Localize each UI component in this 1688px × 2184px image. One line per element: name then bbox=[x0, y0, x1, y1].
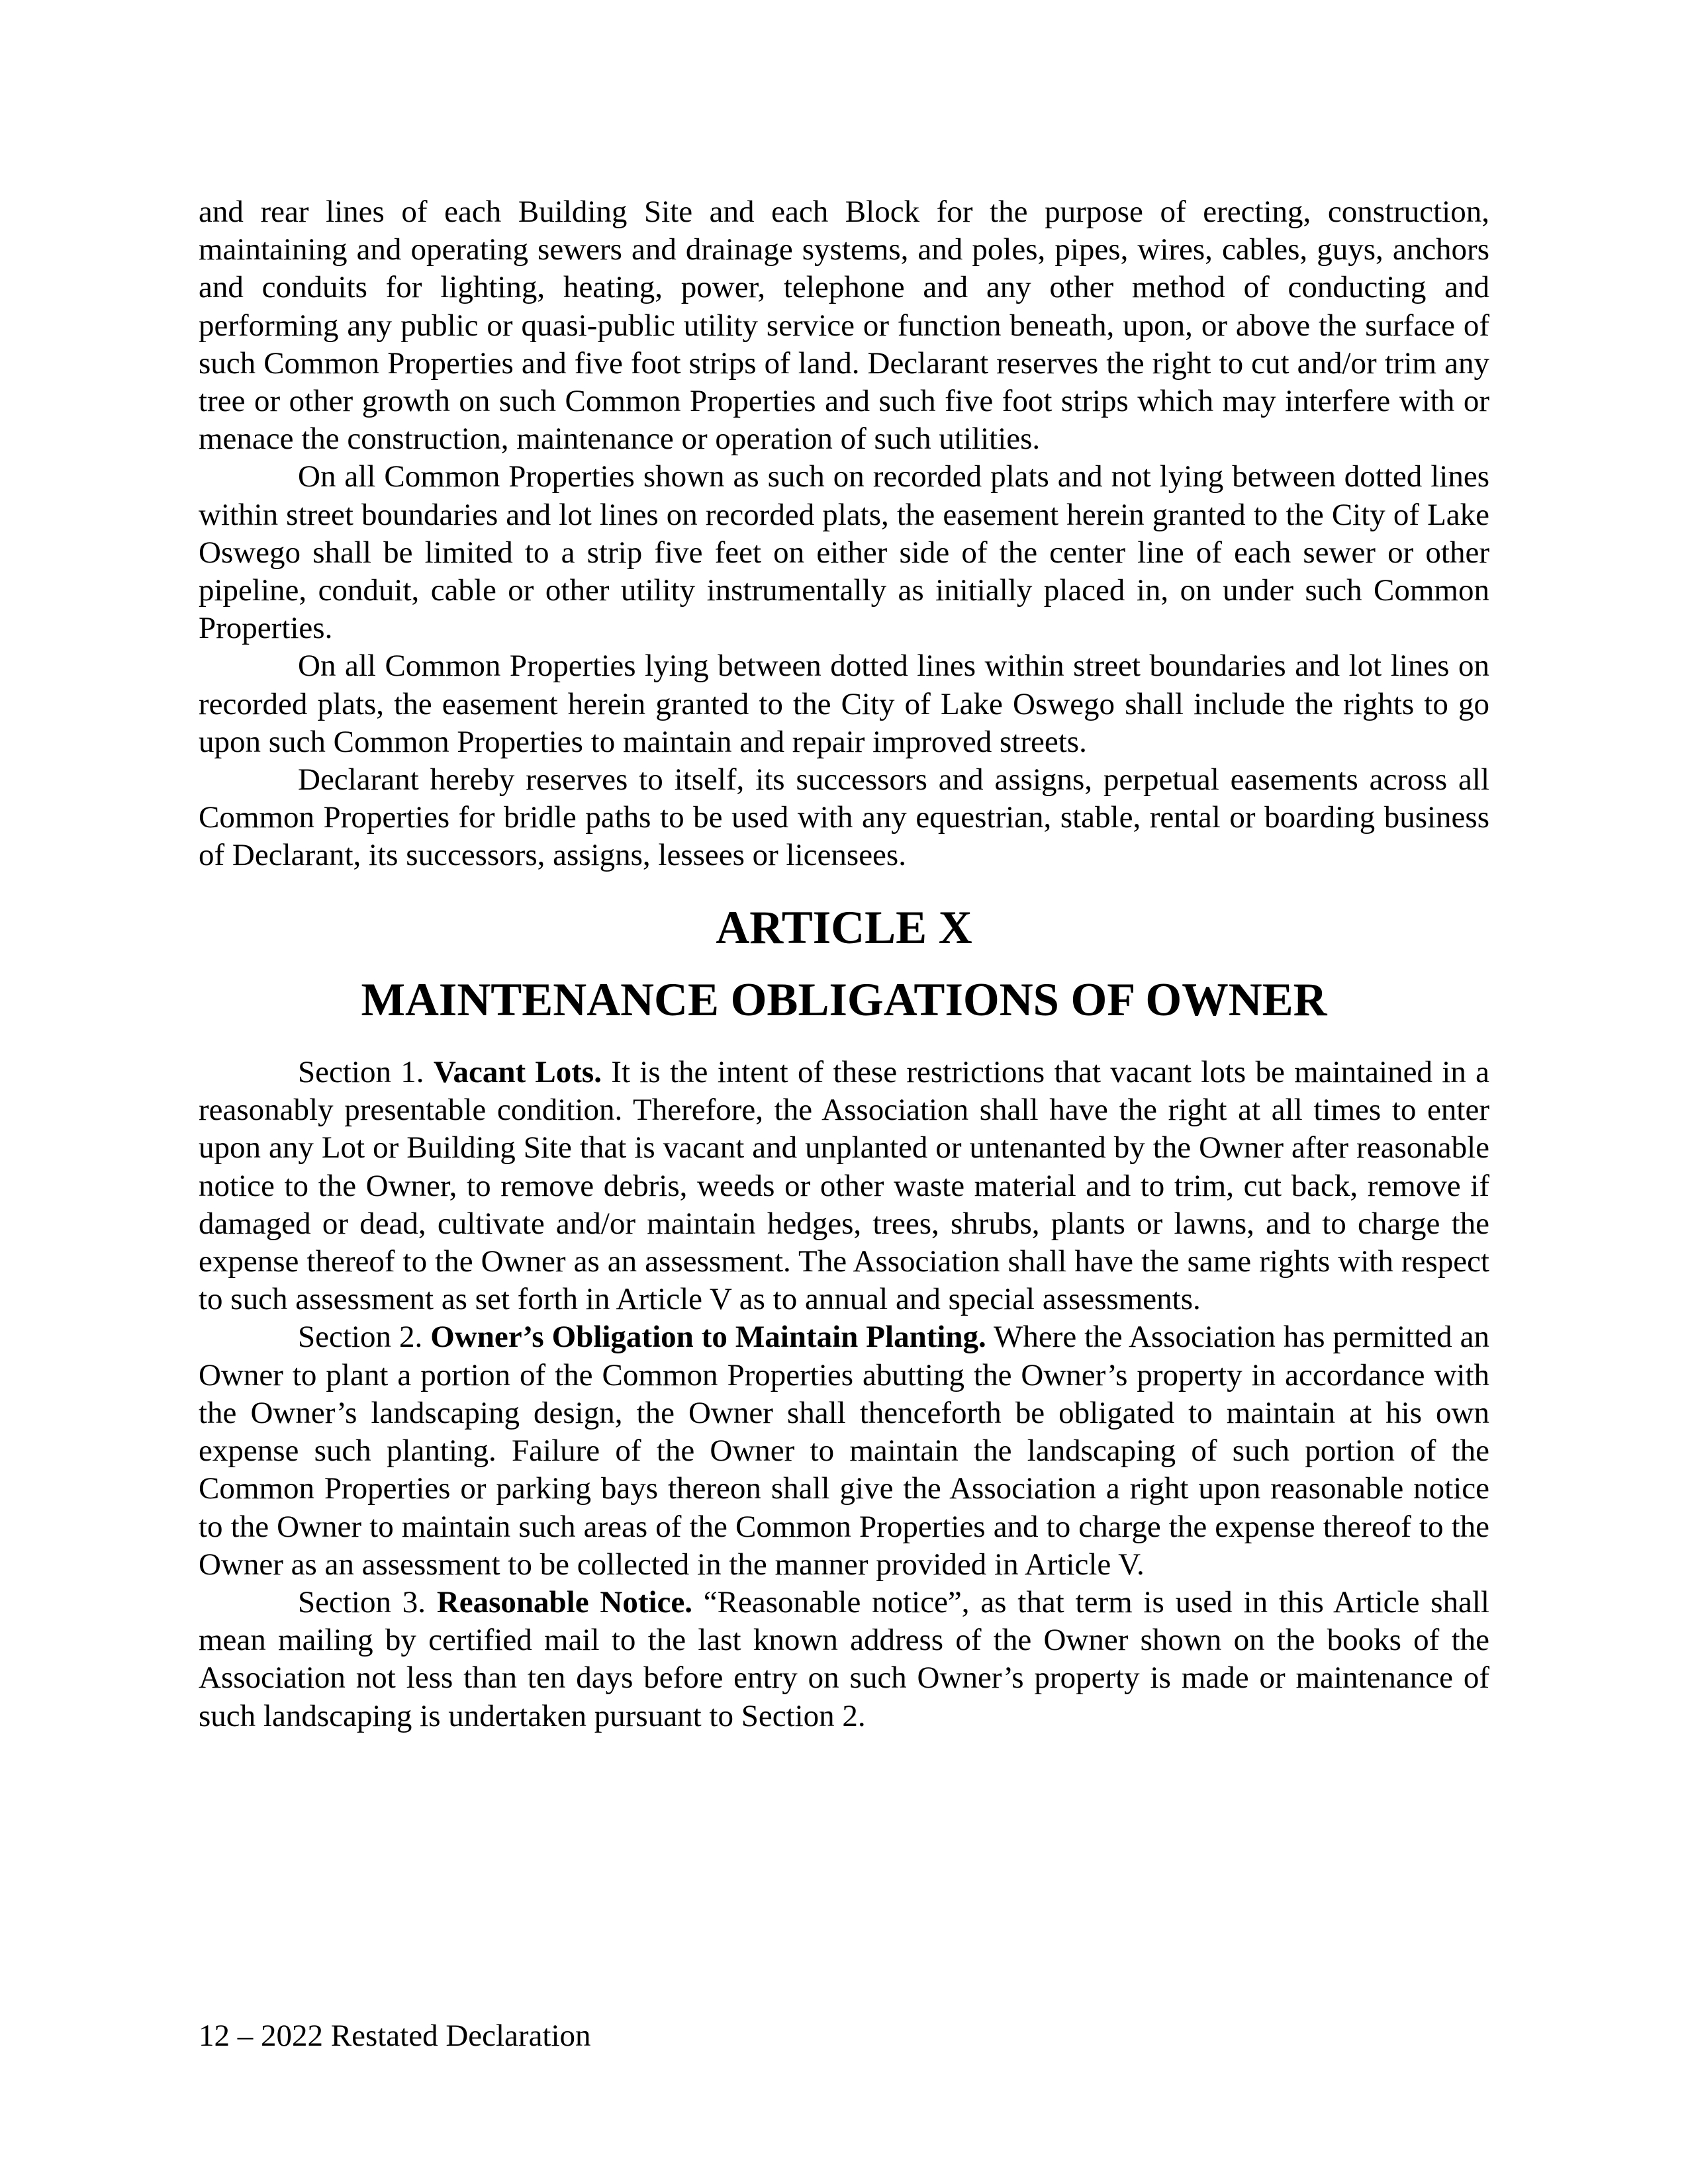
section-2-body: Where the Association has permitted an Owner to plant a portion of the Common Properties abutting the Owner’s property in accordance with the Owner’s landscaping design, the Owner shall thenceforth be obligated to maintain at his own expense such planting. Failure of the Owner to maintain the landscaping of such portion of the Common Properties or parking bays thereon shall give the Association a right upon reasonable notice to the Owner to maintain such areas of the Common Properties and to charge the expense thereof to the Owner as an assessment to be collected in the manner provided in Article V. bbox=[199, 1320, 1489, 1582]
section-3-heading: Reasonable Notice. bbox=[436, 1584, 693, 1619]
page-footer: 12 – 2022 Restated Declaration bbox=[199, 2019, 591, 2053]
section-2-paragraph bbox=[199, 1318, 1489, 1583]
intro-paragraph-common-properties-plats: On all Common Properties shown as such on recorded plats and not lying between dotted lines within street boundaries and lot lines on recorded plats, the easement herein granted to the City of Lake Oswego shall be limited to a strip five feet on either side of the center line of each sewer or other pipeline, conduit, cable or other utility instrumentally as initially placed in, on under such Common Properties. bbox=[199, 459, 1489, 646]
section-3-prefix: Section 3. bbox=[298, 1584, 437, 1619]
section-1-paragraph bbox=[199, 1054, 1489, 1318]
article-title-heading: MAINTENANCE OBLIGATIONS OF OWNER bbox=[361, 974, 1327, 1026]
section-1-body: It is the intent of these restrictions that vacant lots be maintained in a reasonably presentable condition. Therefore, the Association shall have the right at all times to enter upon any Lot or Building Site that is vacant and unplanted or untenanted by the Owner after reasonable notice to the Owner, to remove debris, weeds or other waste material and to trim, cut back, remove if damaged or dead, cultivate and/or maintain hedges, trees, shrubs, plants or lawns, and to charge the expense thereof to the Owner as an assessment. The Association shall have the same rights with respect to such assessment as set forth in Article V as to annual and special assessments. bbox=[199, 1055, 1489, 1317]
section-2-prefix: Section 2. bbox=[298, 1320, 431, 1355]
intro-paragraph-streets: On all Common Properties lying between dotted lines within street boundaries and lot lines on recorded plats, the easement herein granted to the City of Lake Oswego shall include the rights to go upon such Common Properties to maintain and repair improved streets. bbox=[199, 649, 1489, 759]
section-1-heading: Vacant Lots. bbox=[433, 1055, 602, 1090]
document-page bbox=[199, 193, 1489, 1735]
intro-paragraph-bridle-paths: Declarant hereby reserves to itself, its successors and assigns, perpetual easements across all Common Properties for bridle paths to be used with any equestrian, stable, rental or boarding business of Declarant, its successors, assigns, lessees or licensees. bbox=[199, 762, 1489, 873]
section-3-body: “Reasonable notice”, as that term is used in this Article shall mean mailing by certified mail to the last known address of the Owner shown on the books of the Association not less than ten days before entry on such Owner’s property is made or maintenance of such landscaping is undertaken pursuant to Section 2. bbox=[199, 1584, 1489, 1733]
intro-paragraph-utilities: and rear lines of each Building Site and each Block for the purpose of erecting, construction, maintaining and operating sewers and drainage systems, and poles, pipes, wires, cables, guys, anchors and conduits for lighting, heating, power, telephone and any other method of conducting and performing any public or quasi-public utility service or function beneath, upon, or above the surface of such Common Properties and five foot strips of land. Declarant reserves the right to cut and/or trim any tree or other growth on such Common Properties and such five foot strips which may interfere with or menace the construction, maintenance or operation of such utilities. bbox=[199, 195, 1489, 457]
article-number-heading: ARTICLE X bbox=[716, 901, 972, 954]
section-3-paragraph bbox=[199, 1584, 1489, 1735]
section-2-heading: Owner’s Obligation to Maintain Planting. bbox=[430, 1320, 986, 1355]
section-1-prefix: Section 1. bbox=[298, 1055, 434, 1090]
